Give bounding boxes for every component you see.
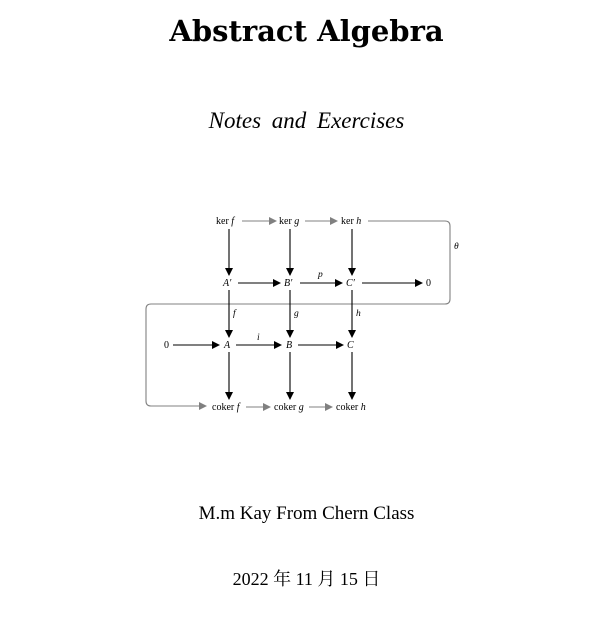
document-title: Abstract Algebra	[169, 14, 444, 48]
document-date: 2022 年 11 月 15 日	[232, 569, 381, 589]
node-coker-f: coker f	[212, 402, 240, 413]
label-g: g	[294, 309, 299, 319]
node-b-prime: B′	[284, 278, 293, 289]
document-subtitle: Notes and Exercises	[208, 108, 405, 133]
node-ker-h: ker h	[341, 216, 362, 227]
node-zero-right: 0	[426, 278, 431, 289]
node-c: C	[347, 340, 354, 351]
node-ker-f: ker f	[216, 216, 235, 227]
node-coker-g: coker g	[274, 402, 304, 413]
node-a-prime: A′	[223, 278, 232, 289]
label-h: h	[356, 309, 361, 319]
node-b: B	[286, 340, 293, 351]
label-f: f	[233, 309, 236, 319]
label-theta: θ	[454, 242, 459, 252]
node-coker-h: coker h	[336, 402, 366, 413]
node-zero-left: 0	[164, 340, 169, 351]
node-ker-g: ker g	[279, 216, 300, 227]
node-a: A	[224, 340, 231, 351]
label-i: i	[257, 333, 260, 343]
node-c-prime: C′	[346, 278, 355, 289]
document-author: M.m Kay From Chern Class	[198, 503, 415, 524]
label-p: p	[318, 270, 323, 280]
